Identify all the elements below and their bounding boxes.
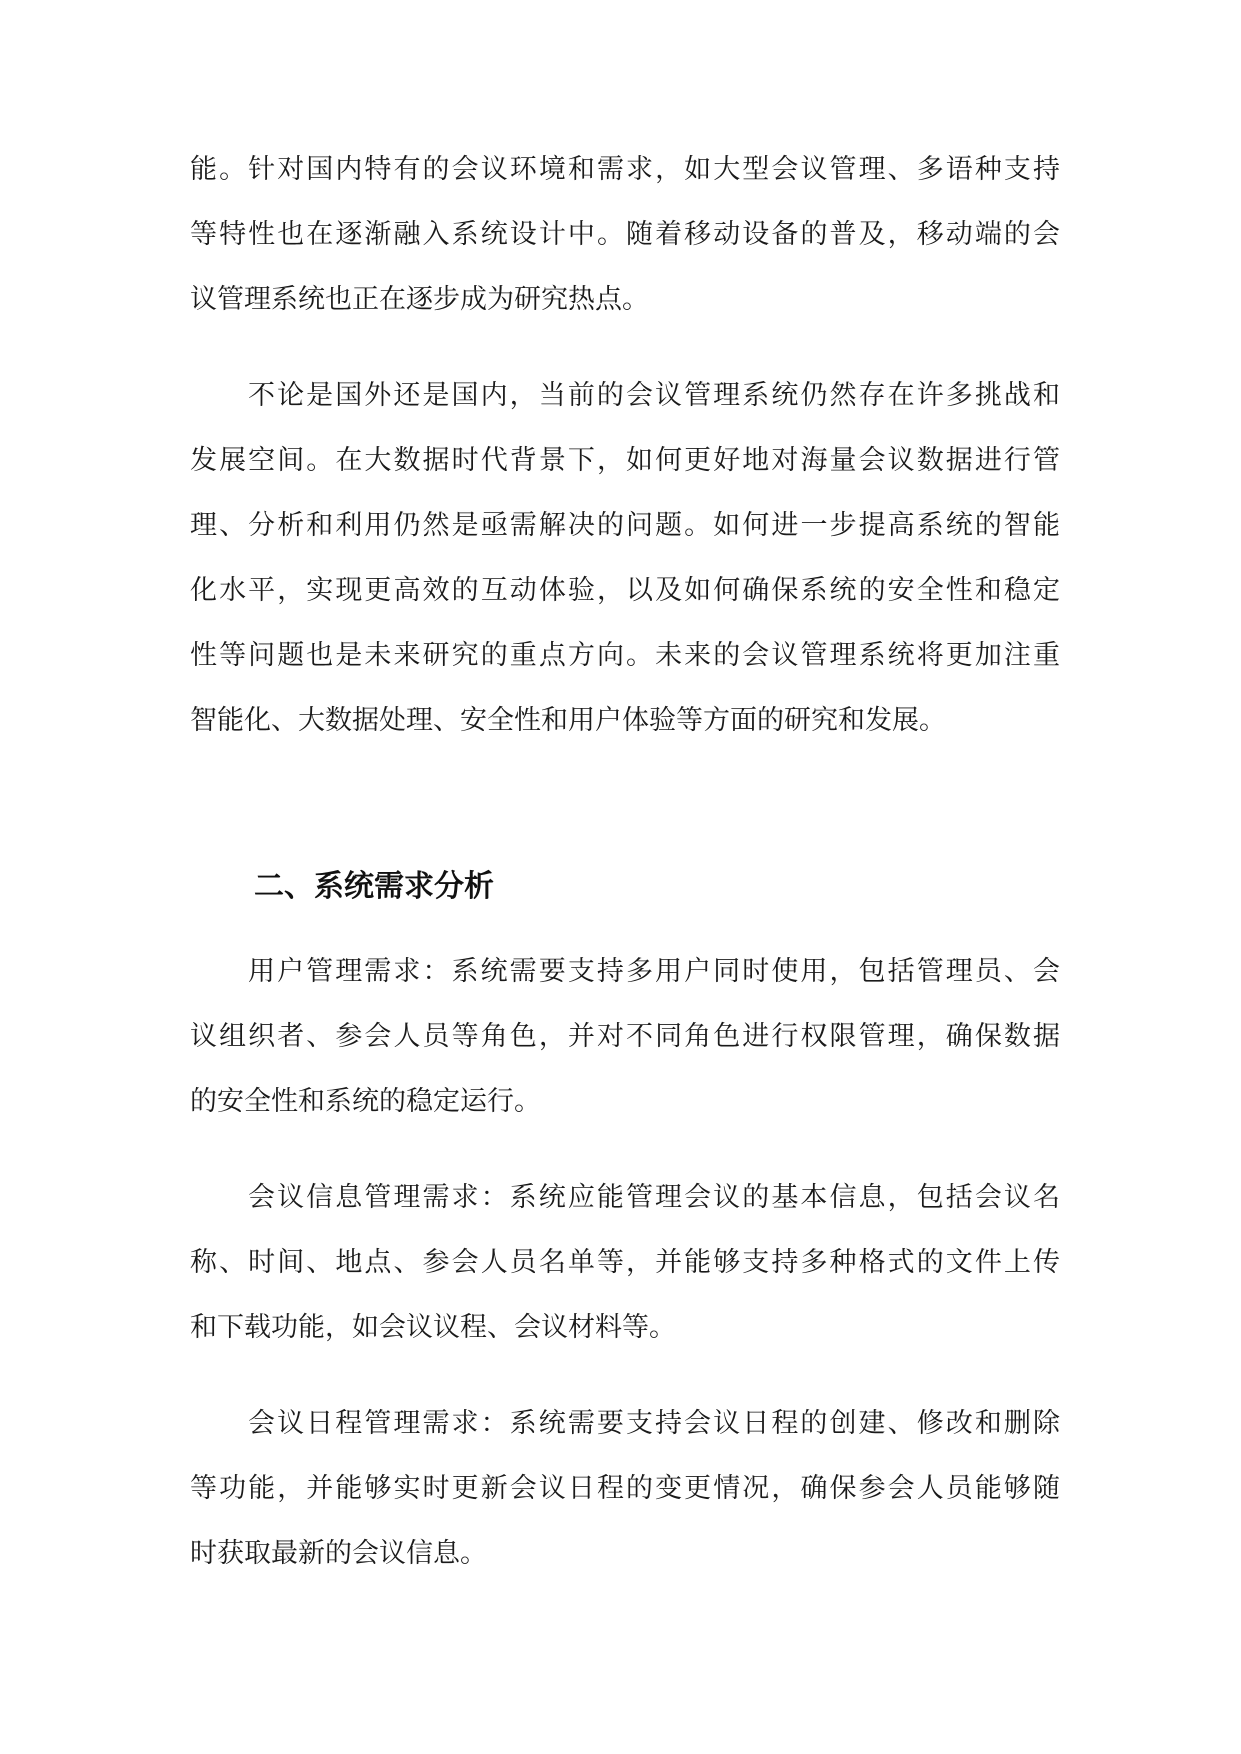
paragraph-line: 化水平，实现更高效的互动体验，以及如何确保系统的安全性和稳定 bbox=[190, 575, 1060, 606]
paragraph-line: 不论是国外还是国内，当前的会议管理系统仍然存在许多挑战和 bbox=[248, 380, 1060, 411]
paragraph-line: 和下载功能，如会议议程、会议材料等。 bbox=[190, 1312, 676, 1343]
paragraph-line: 性等问题也是未来研究的重点方向。未来的会议管理系统将更加注重 bbox=[190, 640, 1060, 671]
paragraph-line: 智能化、大数据处理、安全性和用户体验等方面的研究和发展。 bbox=[190, 705, 946, 736]
paragraph-line: 用户管理需求：系统需要支持多用户同时使用，包括管理员、会 bbox=[248, 956, 1060, 987]
paragraph-line: 理、分析和利用仍然是亟需解决的问题。如何进一步提高系统的智能 bbox=[190, 510, 1060, 541]
paragraph-line: 的安全性和系统的稳定运行。 bbox=[190, 1086, 541, 1117]
paragraph-line: 会议信息管理需求：系统应能管理会议的基本信息，包括会议名 bbox=[248, 1182, 1060, 1213]
paragraph-line: 称、时间、地点、参会人员名单等，并能够支持多种格式的文件上传 bbox=[190, 1247, 1060, 1278]
paragraph-line: 会议日程管理需求：系统需要支持会议日程的创建、修改和删除 bbox=[248, 1408, 1060, 1439]
paragraph-line: 发展空间。在大数据时代背景下，如何更好地对海量会议数据进行管 bbox=[190, 445, 1060, 476]
paragraph-line: 时获取最新的会议信息。 bbox=[190, 1538, 487, 1569]
paragraph-line: 议组织者、参会人员等角色，并对不同角色进行权限管理，确保数据 bbox=[190, 1021, 1060, 1052]
section-heading: 二、系统需求分析 bbox=[254, 869, 494, 904]
paragraph-line: 等功能，并能够实时更新会议日程的变更情况，确保参会人员能够随 bbox=[190, 1473, 1060, 1504]
paragraph-line: 等特性也在逐渐融入系统设计中。随着移动设备的普及，移动端的会 bbox=[190, 219, 1060, 250]
paragraph-line: 议管理系统也正在逐步成为研究热点。 bbox=[190, 284, 649, 315]
paragraph-line: 能。针对国内特有的会议环境和需求，如大型会议管理、多语种支持 bbox=[190, 154, 1060, 185]
